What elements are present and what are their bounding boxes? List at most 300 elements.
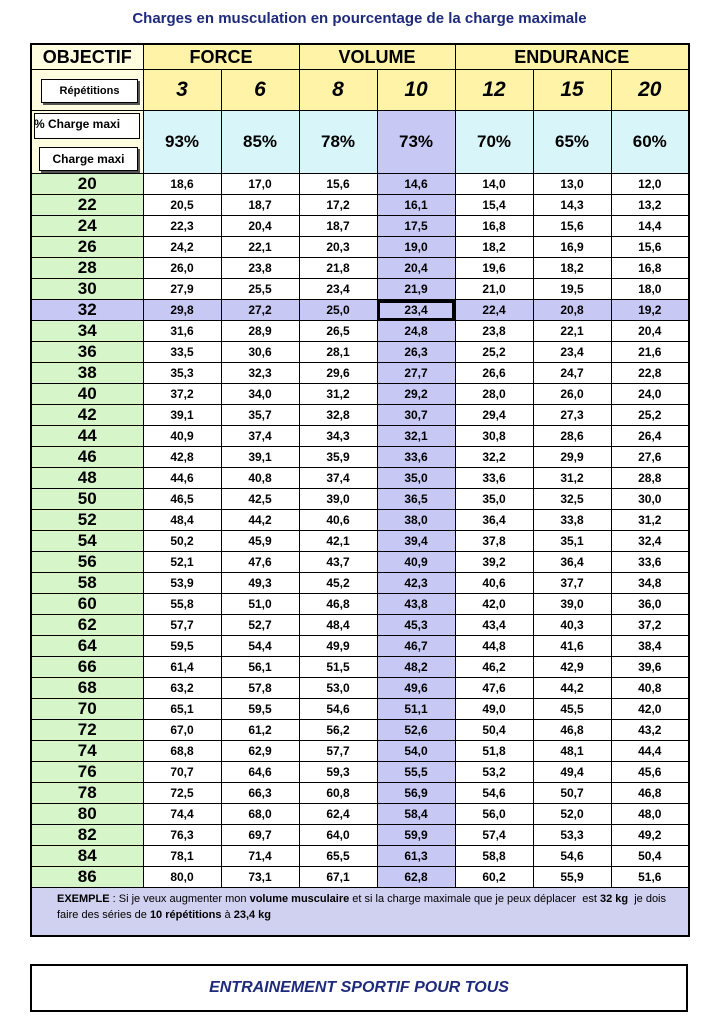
load-cell: 18,0 (611, 279, 689, 300)
load-cell: 51,5 (299, 657, 377, 678)
load-cell: 31,2 (533, 468, 611, 489)
load-cell: 49,3 (221, 573, 299, 594)
load-cell: 65,1 (143, 699, 221, 720)
load-cell: 51,1 (377, 699, 455, 720)
load-cell: 14,4 (611, 216, 689, 237)
charge-max-value: 70 (31, 699, 143, 720)
load-cell: 20,4 (611, 321, 689, 342)
table-row (31, 678, 689, 699)
load-cell: 59,5 (221, 699, 299, 720)
charge-max-value: 32 (31, 300, 143, 321)
load-cell: 16,1 (377, 195, 455, 216)
load-cell: 23,8 (455, 321, 533, 342)
charge-max-value: 62 (31, 615, 143, 636)
charge-max-value: 30 (31, 279, 143, 300)
load-cell: 46,8 (299, 594, 377, 615)
table-row (31, 237, 689, 258)
load-cell: 58,4 (377, 804, 455, 825)
charge-max-value: 54 (31, 531, 143, 552)
load-cell: 21,0 (455, 279, 533, 300)
table-row (31, 279, 689, 300)
load-cell: 35,0 (455, 489, 533, 510)
load-cell: 53,3 (533, 825, 611, 846)
load-cell: 49,2 (611, 825, 689, 846)
load-cell: 31,6 (143, 321, 221, 342)
load-cell: 28,8 (611, 468, 689, 489)
load-cell: 28,6 (533, 426, 611, 447)
load-cell: 26,0 (533, 384, 611, 405)
load-cell: 20,3 (299, 237, 377, 258)
load-cell: 32,2 (455, 447, 533, 468)
charge-max-value: 20 (31, 174, 143, 195)
load-cell: 32,5 (533, 489, 611, 510)
load-cell: 26,3 (377, 342, 455, 363)
load-cell: 21,8 (299, 258, 377, 279)
load-cell: 40,6 (455, 573, 533, 594)
load-cell: 13,0 (533, 174, 611, 195)
load-cell: 41,6 (533, 636, 611, 657)
load-cell: 15,6 (533, 216, 611, 237)
load-cell: 18,7 (221, 195, 299, 216)
load-cell: 36,5 (377, 489, 455, 510)
charge-max-value: 28 (31, 258, 143, 279)
table-row (31, 300, 689, 321)
table-row (31, 615, 689, 636)
charge-max-value: 50 (31, 489, 143, 510)
load-cell: 60,8 (299, 783, 377, 804)
load-cell: 42,9 (533, 657, 611, 678)
example-row (31, 888, 689, 937)
load-cell: 36,4 (533, 552, 611, 573)
load-cell: 35,0 (377, 468, 455, 489)
example-emphasis: EXEMPLE (57, 893, 110, 905)
load-cell: 17,2 (299, 195, 377, 216)
load-cell: 58,8 (455, 846, 533, 867)
table-row (31, 720, 689, 741)
load-cell: 54,0 (377, 741, 455, 762)
load-cell: 21,9 (377, 279, 455, 300)
load-cell: 43,2 (611, 720, 689, 741)
load-cell: 32,3 (221, 363, 299, 384)
load-cell: 18,7 (299, 216, 377, 237)
percentage-value: 85% (221, 111, 299, 174)
charge-max-value: 74 (31, 741, 143, 762)
load-cell: 35,1 (533, 531, 611, 552)
load-cell: 28,0 (455, 384, 533, 405)
load-cell: 34,3 (299, 426, 377, 447)
load-cell: 61,4 (143, 657, 221, 678)
load-cell: 27,9 (143, 279, 221, 300)
load-cell: 18,6 (143, 174, 221, 195)
charge-max-value: 46 (31, 447, 143, 468)
load-cell: 37,4 (299, 468, 377, 489)
load-cell: 46,2 (455, 657, 533, 678)
table-row (31, 531, 689, 552)
charge-max-value: 26 (31, 237, 143, 258)
load-cell: 22,1 (533, 321, 611, 342)
load-cell: 42,5 (221, 489, 299, 510)
page-title: Charges en musculation en pourcentage de la charge maximale (132, 10, 587, 27)
load-cell: 40,9 (377, 552, 455, 573)
load-cell: 49,6 (377, 678, 455, 699)
load-cell: 33,6 (455, 468, 533, 489)
table-row (31, 636, 689, 657)
load-cell: 57,8 (221, 678, 299, 699)
load-cell: 57,7 (143, 615, 221, 636)
charge-label: Charge maxi (39, 147, 138, 171)
load-cell: 17,5 (377, 216, 455, 237)
charge-max-value: 76 (31, 762, 143, 783)
load-cell: 57,7 (299, 741, 377, 762)
example-span: à (221, 909, 234, 921)
load-cell: 14,3 (533, 195, 611, 216)
load-cell: 57,4 (455, 825, 533, 846)
charge-max-value: 22 (31, 195, 143, 216)
load-cell: 35,7 (221, 405, 299, 426)
charge-max-value: 64 (31, 636, 143, 657)
load-cell: 45,6 (611, 762, 689, 783)
load-cell: 70,7 (143, 762, 221, 783)
load-cell: 51,0 (221, 594, 299, 615)
table-row (31, 468, 689, 489)
charge-max-value: 34 (31, 321, 143, 342)
table-row (31, 405, 689, 426)
load-cell: 39,4 (377, 531, 455, 552)
load-cell: 20,4 (377, 258, 455, 279)
load-cell: 16,9 (533, 237, 611, 258)
load-cell: 26,6 (455, 363, 533, 384)
load-cell: 35,9 (299, 447, 377, 468)
load-cell: 63,2 (143, 678, 221, 699)
load-cell: 13,2 (611, 195, 689, 216)
load-cell: 19,6 (455, 258, 533, 279)
percentage-value: 93% (143, 111, 221, 174)
load-cell: 50,4 (455, 720, 533, 741)
table-row (31, 384, 689, 405)
load-cell: 40,8 (611, 678, 689, 699)
load-cell: 25,2 (455, 342, 533, 363)
rep-count: 10 (377, 70, 455, 111)
load-cell: 49,0 (455, 699, 533, 720)
load-cell: 39,0 (299, 489, 377, 510)
load-cell: 32,4 (611, 531, 689, 552)
load-cell: 44,4 (611, 741, 689, 762)
load-cell: 28,1 (299, 342, 377, 363)
load-cell: 22,8 (611, 363, 689, 384)
volume-header: VOLUME (299, 44, 455, 70)
load-cell: 23,8 (221, 258, 299, 279)
charge-max-value: 42 (31, 405, 143, 426)
table-row (31, 174, 689, 195)
table-row (31, 741, 689, 762)
charge-max-value: 56 (31, 552, 143, 573)
load-cell: 46,5 (143, 489, 221, 510)
rep-count: 20 (611, 70, 689, 111)
load-cell: 64,6 (221, 762, 299, 783)
load-cell: 53,0 (299, 678, 377, 699)
load-cell: 65,5 (299, 846, 377, 867)
example-span: je dois faire des séries de (57, 893, 670, 921)
load-cell: 38,0 (377, 510, 455, 531)
load-cell: 31,2 (299, 384, 377, 405)
load-cell: 61,2 (221, 720, 299, 741)
load-cell: 47,6 (221, 552, 299, 573)
charge-max-value: 52 (31, 510, 143, 531)
example-span: : Si je veux augmenter mon (109, 893, 250, 905)
load-cell: 23,4 (377, 300, 455, 321)
percentage-value: 70% (455, 111, 533, 174)
table-row (31, 363, 689, 384)
load-cell: 27,3 (533, 405, 611, 426)
load-cell: 52,0 (533, 804, 611, 825)
example-span: et si la charge maximale que je peux déplacer est (349, 893, 600, 905)
load-cell: 30,8 (455, 426, 533, 447)
load-cell: 74,4 (143, 804, 221, 825)
load-cell: 29,2 (377, 384, 455, 405)
load-cell: 43,7 (299, 552, 377, 573)
load-cell: 68,0 (221, 804, 299, 825)
table-row (31, 426, 689, 447)
load-cell: 32,1 (377, 426, 455, 447)
load-cell: 54,6 (533, 846, 611, 867)
example-emphasis: 32 kg (599, 893, 629, 905)
load-cell: 73,1 (221, 867, 299, 888)
table-row (31, 657, 689, 678)
load-cell: 45,2 (299, 573, 377, 594)
load-cell: 24,8 (377, 321, 455, 342)
load-cell: 54,6 (455, 783, 533, 804)
table-row (31, 573, 689, 594)
load-cell: 25,2 (611, 405, 689, 426)
load-cell: 22,1 (221, 237, 299, 258)
load-cell: 37,7 (533, 573, 611, 594)
load-cell: 16,8 (455, 216, 533, 237)
load-cell: 44,8 (455, 636, 533, 657)
charge-max-value: 80 (31, 804, 143, 825)
load-cell: 60,2 (455, 867, 533, 888)
load-cell: 19,5 (533, 279, 611, 300)
header-objective-row (31, 44, 689, 70)
load-cell: 43,4 (455, 615, 533, 636)
load-cell: 62,8 (377, 867, 455, 888)
load-cell: 48,1 (533, 741, 611, 762)
charge-max-value: 36 (31, 342, 143, 363)
load-cell: 23,4 (299, 279, 377, 300)
load-cell: 59,3 (299, 762, 377, 783)
load-cell: 49,9 (299, 636, 377, 657)
load-cell: 39,0 (533, 594, 611, 615)
load-cell: 53,9 (143, 573, 221, 594)
load-cell: 48,4 (143, 510, 221, 531)
load-cell: 17,0 (221, 174, 299, 195)
load-cell: 56,1 (221, 657, 299, 678)
percentage-value: 78% (299, 111, 377, 174)
load-cell: 36,4 (455, 510, 533, 531)
load-cell: 46,7 (377, 636, 455, 657)
footer-banner: ENTRAINEMENT SPORTIF POUR TOUS (30, 964, 688, 1012)
load-cell: 25,5 (221, 279, 299, 300)
load-cell: 44,2 (221, 510, 299, 531)
rep-count: 8 (299, 70, 377, 111)
force-header: FORCE (143, 44, 299, 70)
load-cell: 40,6 (299, 510, 377, 531)
load-cell: 55,8 (143, 594, 221, 615)
charge-max-value: 38 (31, 363, 143, 384)
load-cell: 69,7 (221, 825, 299, 846)
charge-max-value: 72 (31, 720, 143, 741)
table-row (31, 699, 689, 720)
load-cell: 66,3 (221, 783, 299, 804)
load-cell: 20,4 (221, 216, 299, 237)
objectif-header: OBJECTIF (31, 44, 143, 70)
load-cell: 32,8 (299, 405, 377, 426)
load-cell: 18,2 (455, 237, 533, 258)
table-row (31, 804, 689, 825)
load-cell: 29,6 (299, 363, 377, 384)
load-cell: 21,6 (611, 342, 689, 363)
table-row (31, 846, 689, 867)
load-cell: 22,4 (455, 300, 533, 321)
load-cell: 40,3 (533, 615, 611, 636)
load-cell: 35,3 (143, 363, 221, 384)
example-text (31, 888, 689, 937)
load-cell: 14,6 (377, 174, 455, 195)
load-cell: 62,9 (221, 741, 299, 762)
table-row (31, 762, 689, 783)
load-cell: 45,5 (533, 699, 611, 720)
load-cell: 19,2 (611, 300, 689, 321)
load-cell: 34,0 (221, 384, 299, 405)
load-cell: 27,6 (611, 447, 689, 468)
charge-max-value: 24 (31, 216, 143, 237)
load-cell: 53,2 (455, 762, 533, 783)
repetitions-row (31, 70, 689, 111)
load-cell: 12,0 (611, 174, 689, 195)
repetitions-label: Répétitions (41, 79, 138, 103)
load-cell: 28,9 (221, 321, 299, 342)
table-row (31, 195, 689, 216)
load-cell: 30,6 (221, 342, 299, 363)
charge-max-value: 48 (31, 468, 143, 489)
load-cell: 46,8 (533, 720, 611, 741)
load-cell: 49,4 (533, 762, 611, 783)
load-cell: 42,3 (377, 573, 455, 594)
endurance-header: ENDURANCE (455, 44, 689, 70)
load-cell: 56,9 (377, 783, 455, 804)
load-cell: 47,6 (455, 678, 533, 699)
load-cell: 68,8 (143, 741, 221, 762)
load-cell: 15,6 (611, 237, 689, 258)
load-cell: 42,0 (611, 699, 689, 720)
load-cell: 33,5 (143, 342, 221, 363)
load-cell: 40,8 (221, 468, 299, 489)
load-cell: 39,6 (611, 657, 689, 678)
load-cell: 56,2 (299, 720, 377, 741)
charge-max-value: 68 (31, 678, 143, 699)
percentage-row (31, 111, 689, 174)
rep-count: 6 (221, 70, 299, 111)
percentage-value: 73% (377, 111, 455, 174)
table-row (31, 342, 689, 363)
load-cell: 27,7 (377, 363, 455, 384)
load-cell: 26,4 (611, 426, 689, 447)
charge-max-value: 86 (31, 867, 143, 888)
load-cell: 16,8 (611, 258, 689, 279)
load-cell: 25,0 (299, 300, 377, 321)
load-cell: 52,7 (221, 615, 299, 636)
charge-max-value: 58 (31, 573, 143, 594)
table-row (31, 258, 689, 279)
table-row (31, 216, 689, 237)
table-row (31, 825, 689, 846)
charge-max-value: 82 (31, 825, 143, 846)
load-cell: 38,4 (611, 636, 689, 657)
load-cell: 42,1 (299, 531, 377, 552)
load-cell: 22,3 (143, 216, 221, 237)
load-cell: 55,9 (533, 867, 611, 888)
load-cell: 37,2 (611, 615, 689, 636)
table-row (31, 447, 689, 468)
load-cell: 78,1 (143, 846, 221, 867)
table-row (31, 489, 689, 510)
rep-count: 3 (143, 70, 221, 111)
load-cell: 71,4 (221, 846, 299, 867)
load-cell: 51,8 (455, 741, 533, 762)
load-cell: 20,5 (143, 195, 221, 216)
percentage-value: 65% (533, 111, 611, 174)
load-cell: 59,9 (377, 825, 455, 846)
load-cell: 50,2 (143, 531, 221, 552)
load-cell: 64,0 (299, 825, 377, 846)
load-cell: 80,0 (143, 867, 221, 888)
load-cell: 51,6 (611, 867, 689, 888)
percentage-label: % Charge maxi (34, 117, 121, 131)
load-cell: 39,2 (455, 552, 533, 573)
load-cell: 40,9 (143, 426, 221, 447)
load-cell: 62,4 (299, 804, 377, 825)
load-cell: 34,8 (611, 573, 689, 594)
load-table (30, 43, 690, 937)
example-emphasis: volume musculaire (249, 893, 350, 905)
percentage-label-cell (31, 111, 143, 174)
repetitions-label-cell (31, 70, 143, 111)
table-row (31, 510, 689, 531)
load-cell: 15,4 (455, 195, 533, 216)
load-cell: 37,2 (143, 384, 221, 405)
load-cell: 56,0 (455, 804, 533, 825)
load-cell: 48,4 (299, 615, 377, 636)
load-cell: 19,0 (377, 237, 455, 258)
load-cell: 39,1 (221, 447, 299, 468)
load-cell: 48,0 (611, 804, 689, 825)
load-cell: 29,4 (455, 405, 533, 426)
load-cell: 23,4 (533, 342, 611, 363)
load-cell: 24,7 (533, 363, 611, 384)
load-cell: 39,1 (143, 405, 221, 426)
load-cell: 55,5 (377, 762, 455, 783)
load-cell: 27,2 (221, 300, 299, 321)
load-cell: 76,3 (143, 825, 221, 846)
percentage-value: 60% (611, 111, 689, 174)
load-cell: 44,6 (143, 468, 221, 489)
load-cell: 29,8 (143, 300, 221, 321)
table-row (31, 552, 689, 573)
load-cell: 37,8 (455, 531, 533, 552)
load-cell: 50,4 (611, 846, 689, 867)
load-cell: 31,2 (611, 510, 689, 531)
load-cell: 29,9 (533, 447, 611, 468)
load-cell: 30,0 (611, 489, 689, 510)
